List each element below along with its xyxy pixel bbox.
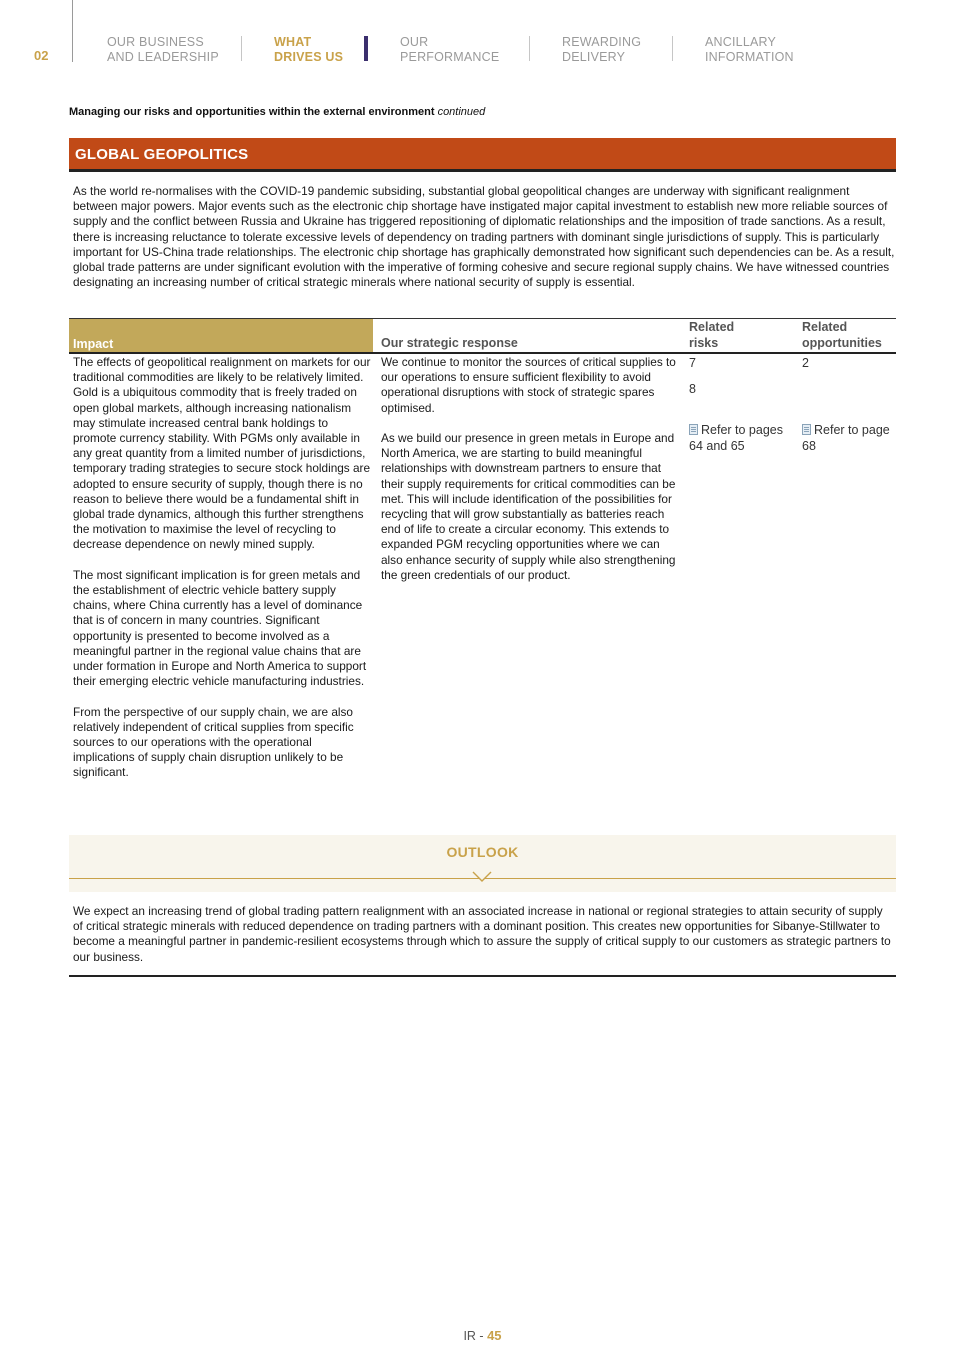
- reference-text: Refer to page 68: [802, 423, 890, 453]
- nav-label: OUR BUSINESS: [107, 35, 204, 49]
- document-icon: [802, 424, 811, 435]
- header-line: Related: [689, 320, 735, 334]
- impact-paragraph: The effects of geopolitical realignment on markets for our traditional commodities are likely to be relatively limited. Gold is a ubiquitous commodity that is freely traded on open global markets, although increasing nationalism may stimulate increased central bank holdings to promote currency stability. With PGMs only available in any great quantity from a limited number of jurisdictions, temporary trading strategies to secure stock holdings are adopted to ensure security of supply, though there is no reason to believe there would be a fundamental shift in global trade dynamics, although this further strengthens the motivation to maximise the level of recycling to decrease dependence on newly mined supply.: [73, 355, 371, 552]
- nav-rewarding-delivery[interactable]: [562, 35, 641, 64]
- nav-separator: [529, 36, 530, 61]
- response-column-header: Our strategic response: [381, 336, 518, 350]
- nav-label: DRIVES US: [274, 49, 344, 64]
- page-kicker: [69, 106, 485, 118]
- nav-label: WHAT: [274, 35, 312, 49]
- nav-divider: [72, 0, 73, 62]
- header-line: opportunities: [802, 335, 882, 350]
- opportunities-column-header: [802, 320, 882, 351]
- nav-separator: [241, 36, 242, 61]
- outlook-band: [69, 835, 896, 892]
- nav-label: PERFORMANCE: [400, 49, 500, 64]
- header-line: risks: [689, 335, 719, 350]
- impact-cell: [73, 355, 374, 781]
- section-end-rule: [69, 975, 896, 977]
- nav-active-indicator: [364, 36, 368, 61]
- outlook-text: We expect an increasing trend of global trading pattern realignment with an associated increase in national or regional strategies to attain security of supply of critical strategic minerals with reduced dependence on trading partners with a dominant position. This creates new opportunities for Sibanye-Stillwater to become a meaningful partner in pandemic-resilient ecosystems through which to assure the supply of critical supply to our customers as strategic partners to our business.: [73, 904, 891, 964]
- nav-label: INFORMATION: [705, 49, 794, 64]
- opportunities-page-reference[interactable]: [802, 422, 892, 454]
- page-number: 45: [487, 1328, 502, 1343]
- nav-label: ANCILLARY: [705, 35, 777, 49]
- impact-paragraph: From the perspective of our supply chain, we are also relatively independent of critical supplies from specific sources to our operations with the operational implications of supply chain disruption unlikely to be significant.: [73, 704, 354, 780]
- nav-ancillary-information[interactable]: [705, 35, 794, 64]
- related-risk-value: 7: [689, 356, 696, 370]
- response-cell: [381, 355, 683, 583]
- related-opportunity-value: 2: [802, 356, 809, 370]
- response-paragraph: As we build our presence in green metals in Europe and North America, we are starting to build meaningful relationships with downstream partners to ensure that their supply requirements for critical commodities can be met. This will include identification of the possibilities for recycling that will grow substantially as batteries reach end of life to create a circular economy. This extends to expanded PGM recycling opportunities where we can also enhance security of supply while also strengthening the green credentials of our product.: [381, 431, 676, 582]
- nav-label: OUR: [400, 35, 429, 49]
- document-icon: [689, 424, 698, 435]
- section-header-bar: [69, 138, 896, 172]
- page-footer: [0, 1328, 965, 1343]
- section-intro: As the world re-normalises with the COVID-19 pandemic subsiding, substantial global geopolitical changes are underway with significant realignment between major powers. Major events such as the electronic chip shortage have instigated major capital investment to establish new more reliable sources of supply and the conflict between Russia and Ukraine has triggered repositioning of diplomatic relationships and the imposition of trade sanctions. As a result, there is increasing reluctance to tolerate excessive levels of dependency on trading partners with dominant single jurisdictions of supply. This is particularly important for US-China trade relationships. The electronic chip shortage has graphically demonstrated how significant such dependencies can be. As a result, global trade patterns are under significant evolution with the imperative of forming cohesive and secure regional supply chains. We have witnessed countries designating an increasing number of critical strategic minerals where national security of supply is essential.: [73, 184, 895, 290]
- kicker-title: Managing our risks and opportunities within the external environment: [69, 106, 435, 118]
- reference-text: Refer to pages 64 and 65: [689, 423, 783, 453]
- kicker-continued: continued: [437, 106, 486, 118]
- nav-what-drives-us[interactable]: [274, 35, 343, 64]
- nav-separator: [672, 36, 673, 61]
- footer-prefix: IR -: [463, 1329, 484, 1343]
- related-risk-value: 8: [689, 382, 696, 396]
- impact-header-label: Impact: [73, 337, 114, 351]
- header-line: Related: [802, 320, 848, 334]
- section-title: GLOBAL GEOPOLITICS: [75, 146, 249, 163]
- impact-column-header: [69, 319, 373, 352]
- nav-label: REWARDING: [562, 35, 642, 49]
- nav-our-performance[interactable]: [400, 35, 499, 64]
- nav-label: DELIVERY: [562, 49, 626, 64]
- risks-page-reference[interactable]: [689, 422, 789, 454]
- nav-our-business[interactable]: [107, 35, 219, 64]
- response-paragraph: We continue to monitor the sources of critical supplies to our operations to ensure sufficient flexibility to avoid operational disruptions with stock of strategic spares optimised.: [381, 355, 676, 415]
- chevron-down-icon: [472, 871, 492, 883]
- risks-column-header: [689, 320, 734, 351]
- table-header-rule: [69, 352, 896, 354]
- impact-paragraph: The most significant implication is for green metals and the establishment of electric vehicle battery supply chains, where China currently has a level of dominance that is of concern in many countries. Significant opportunity is presented to become involved as a meaningful partner in the regional value chains that are under formation in Europe and North America to support their emerging electric vehicle manufacturing industries.: [73, 567, 367, 689]
- nav-label: AND LEADERSHIP: [107, 49, 219, 64]
- outlook-title: OUTLOOK: [446, 844, 519, 860]
- section-number: 02: [34, 48, 49, 63]
